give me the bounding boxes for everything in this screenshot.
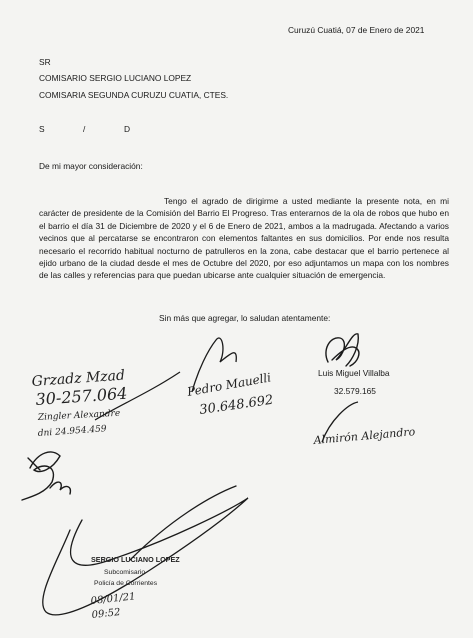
- sig1-id: 30-257.064: [34, 383, 128, 409]
- sig3-scrawl: Almirón Alejandro: [313, 425, 416, 447]
- stamp-name: SERGIO LUCIANO LOPEZ: [91, 555, 180, 564]
- sig1-name: Grzadz Mzad: [31, 367, 126, 390]
- sd-s: S: [39, 124, 45, 134]
- signer-name: Luis Miguel Villalba: [318, 368, 390, 378]
- sig1-dni: dni 24.954.459: [37, 424, 107, 439]
- sig2-name: Pedro Mauelli: [186, 370, 273, 399]
- stamp-rank: Subcomisario: [104, 569, 146, 576]
- villalba-signature: [326, 334, 359, 366]
- sd-d: D: [124, 124, 131, 134]
- closing-line: Sin más que agregar, lo saludan atentamente:: [159, 313, 331, 323]
- police-stamp: [90, 555, 180, 621]
- police-signature: [43, 486, 248, 615]
- signature-block-1: [31, 368, 180, 439]
- scribble-signature: [22, 452, 70, 500]
- salutation: De mi mayor consideración:: [39, 161, 143, 171]
- signature-block-3: [312, 402, 416, 447]
- sig1-name2: Zingler Alexandre: [37, 408, 121, 423]
- stamp-date: 08/01/21: [90, 591, 136, 607]
- signer-id: 32.579.165: [334, 386, 376, 396]
- stamp-agency: Policía de Corrientes: [94, 580, 158, 587]
- stamp-time: 09:52: [91, 607, 121, 621]
- sd-slash: /: [83, 124, 86, 134]
- sig2-id: 30.648.692: [198, 392, 275, 418]
- date-line: Curuzú Cuatiá, 07 de Enero de 2021: [288, 25, 425, 35]
- recipient-name: COMISARIO SERGIO LUCIANO LOPEZ: [39, 73, 192, 83]
- recipient-title: SR: [39, 57, 51, 67]
- signature-block-2: [185, 338, 274, 418]
- recipient-office: COMISARIA SEGUNDA CURUZU CUATIA, CTES.: [39, 90, 229, 100]
- body-paragraph: Tengo el agrado de dirigirme a usted mediante la presente nota, en mi carácter de presidente de la Comisión del Barrio El Progreso. Tras enterarnos de la ola de robos que hubo en el barrio el día 31 de Diciembre de 2020 y el 6 de Enero de 2021, ambos a la madrugada. Afectando a varios vecinos que al percatarse se encontraron con elementos faltantes en sus domicilios. Por ende nos resulta necesario el recorrido habitual nocturno de patrulleros en la zona, cabe destacar que el barrio pertenece al ejido urbano de la ciudad desde el mes de Octubre del 2020, por eso adjuntamos un mapa con los nombres de las calles y referencias para que puedan ubicarse ante cualquier situación de emergencia.: [39, 196, 449, 281]
